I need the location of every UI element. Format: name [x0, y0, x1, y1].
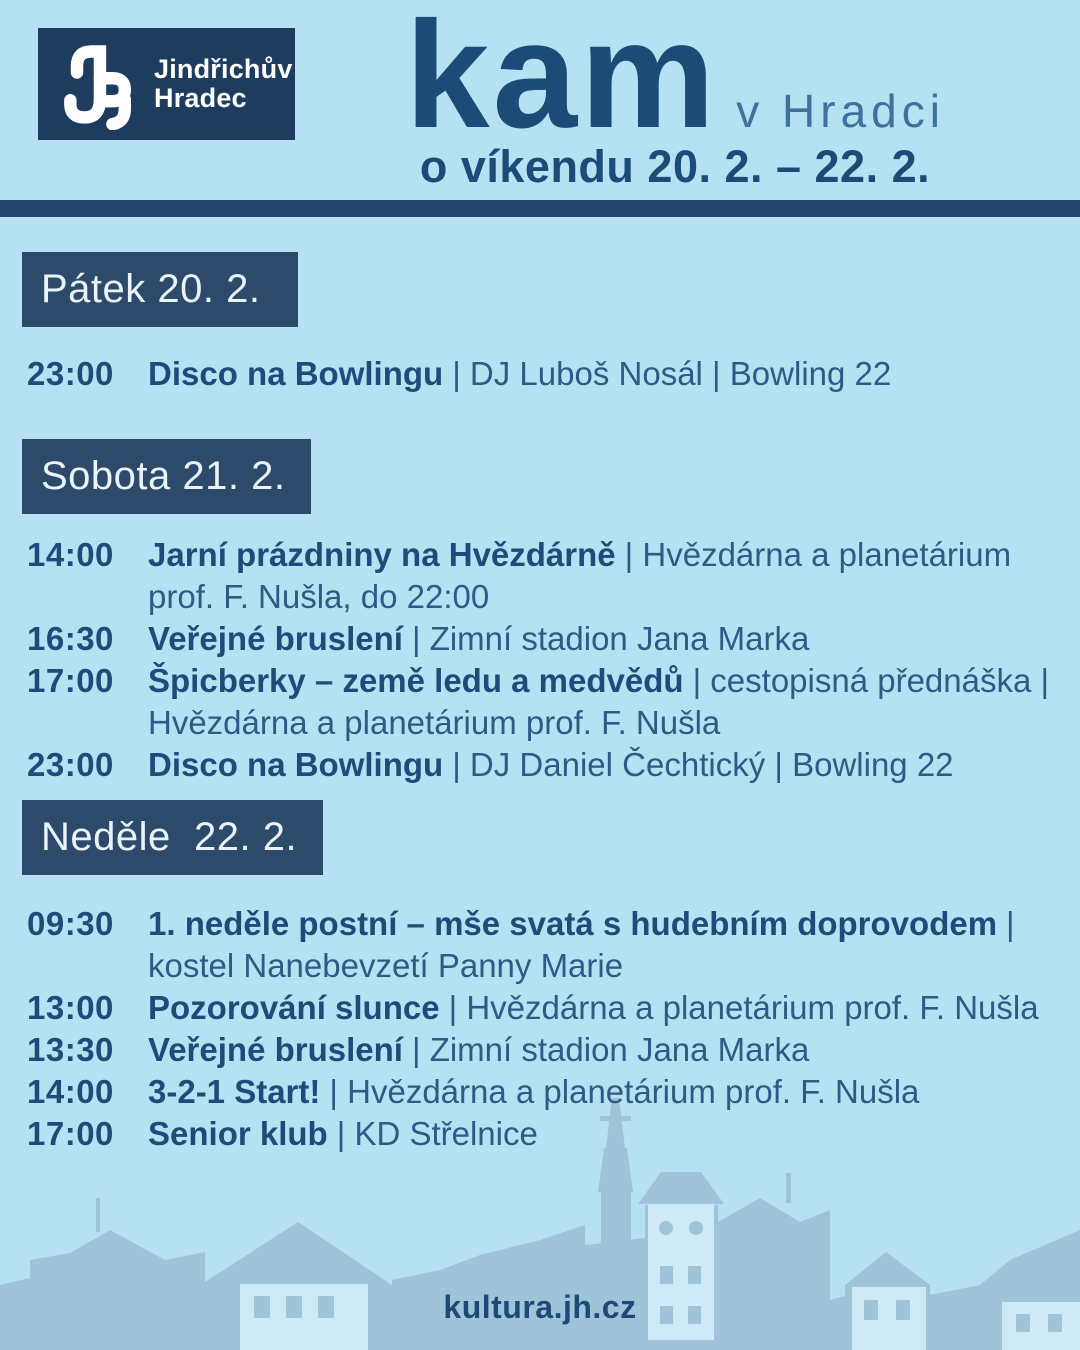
- event-content: [148, 1071, 1052, 1113]
- event-row: [0, 1071, 1080, 1113]
- event-content: [148, 987, 1052, 1029]
- event-content: [148, 353, 1052, 395]
- event-time: 13:00: [27, 989, 114, 1026]
- event-details: | Hvězdárna a planetárium prof. F. Nušla: [329, 1073, 920, 1110]
- event-title: 1. neděle postní – mše svatá s hudebním doprovodem: [148, 905, 998, 942]
- logo-city-line1: Jindřichův: [154, 54, 293, 84]
- event-time: 09:30: [27, 905, 114, 942]
- event-content: [148, 744, 1052, 786]
- section-label: Pátek 20. 2.: [22, 252, 298, 327]
- event-details: | Zimní stadion Jana Marka: [411, 620, 810, 657]
- event-row: [0, 987, 1080, 1029]
- event-title: Disco na Bowlingu: [148, 746, 444, 783]
- event-time: 17:00: [27, 662, 114, 699]
- event-details: | DJ Luboš Nosál | Bowling 22: [452, 355, 892, 392]
- title-line: [300, 0, 1050, 160]
- event-title: Disco na Bowlingu: [148, 355, 444, 392]
- event-content: [148, 618, 1052, 660]
- event-time: 13:30: [27, 1031, 114, 1068]
- event-title: Jarní prázdniny na Hvězdárně: [148, 536, 616, 573]
- event-details: | Hvězdárna a planetárium prof. F. Nušla: [448, 989, 1039, 1026]
- event-row: [0, 744, 1080, 786]
- logo-city-line2: Hradec: [154, 83, 247, 113]
- event-time: 23:00: [27, 355, 114, 392]
- event-details: | Hvězdárna a planetárium prof. F. Nušla, do 22:00: [148, 536, 1012, 615]
- event-content: [148, 1029, 1052, 1071]
- event-details: | DJ Daniel Čechtický | Bowling 22: [452, 746, 954, 783]
- event-time: 17:00: [27, 1115, 114, 1152]
- event-details: | cestopisná přednáška | Hvězdárna a planetárium prof. F. Nušla: [148, 662, 1050, 741]
- event-content: [148, 1113, 1052, 1155]
- event-row: [0, 903, 1080, 987]
- event-row: [0, 1113, 1080, 1155]
- section-label: Sobota 21. 2.: [22, 439, 311, 514]
- website-url: kultura.jh.cz: [443, 1289, 637, 1325]
- event-title: Pozorování slunce: [148, 989, 440, 1026]
- day-section: [0, 252, 1080, 395]
- city-logo: [38, 28, 295, 140]
- event-details: | Zimní stadion Jana Marka: [411, 1031, 810, 1068]
- event-row: [0, 534, 1080, 618]
- event-title: 3-2-1 Start!: [148, 1073, 321, 1110]
- event-details: | KD Střelnice: [336, 1115, 538, 1152]
- event-content: [148, 534, 1052, 618]
- event-time: 16:30: [27, 620, 114, 657]
- title-main: kam: [405, 0, 719, 160]
- event-title: Špicberky – země ledu a medvědů: [148, 662, 684, 699]
- day-section: [0, 800, 1080, 1155]
- day-section: [0, 439, 1080, 786]
- event-list: [0, 534, 1080, 786]
- sections: [0, 217, 1080, 1155]
- section-label: Neděle 22. 2.: [22, 800, 323, 875]
- event-time: 23:00: [27, 746, 114, 783]
- event-time: 14:00: [27, 1073, 114, 1110]
- jh-monogram-icon: [56, 38, 142, 130]
- event-content: [148, 903, 1052, 987]
- event-title: Senior klub: [148, 1115, 328, 1152]
- divider-bar: [0, 200, 1080, 217]
- title-sub: v Hradci: [736, 85, 945, 137]
- title-block: [300, 0, 1050, 193]
- event-list: [0, 353, 1080, 395]
- event-details: | kostel Nanebevzetí Panny Marie: [148, 905, 1015, 984]
- event-title: Veřejné bruslení: [148, 620, 403, 657]
- event-row: [0, 353, 1080, 395]
- event-row: [0, 660, 1080, 744]
- date-range: o víkendu 20. 2. – 22. 2.: [419, 141, 931, 192]
- event-list: [0, 903, 1080, 1155]
- event-time: 14:00: [27, 536, 114, 573]
- event-row: [0, 618, 1080, 660]
- event-row: [0, 1029, 1080, 1071]
- event-content: [148, 660, 1052, 744]
- logo-city-name: [154, 55, 293, 113]
- event-title: Veřejné bruslení: [148, 1031, 403, 1068]
